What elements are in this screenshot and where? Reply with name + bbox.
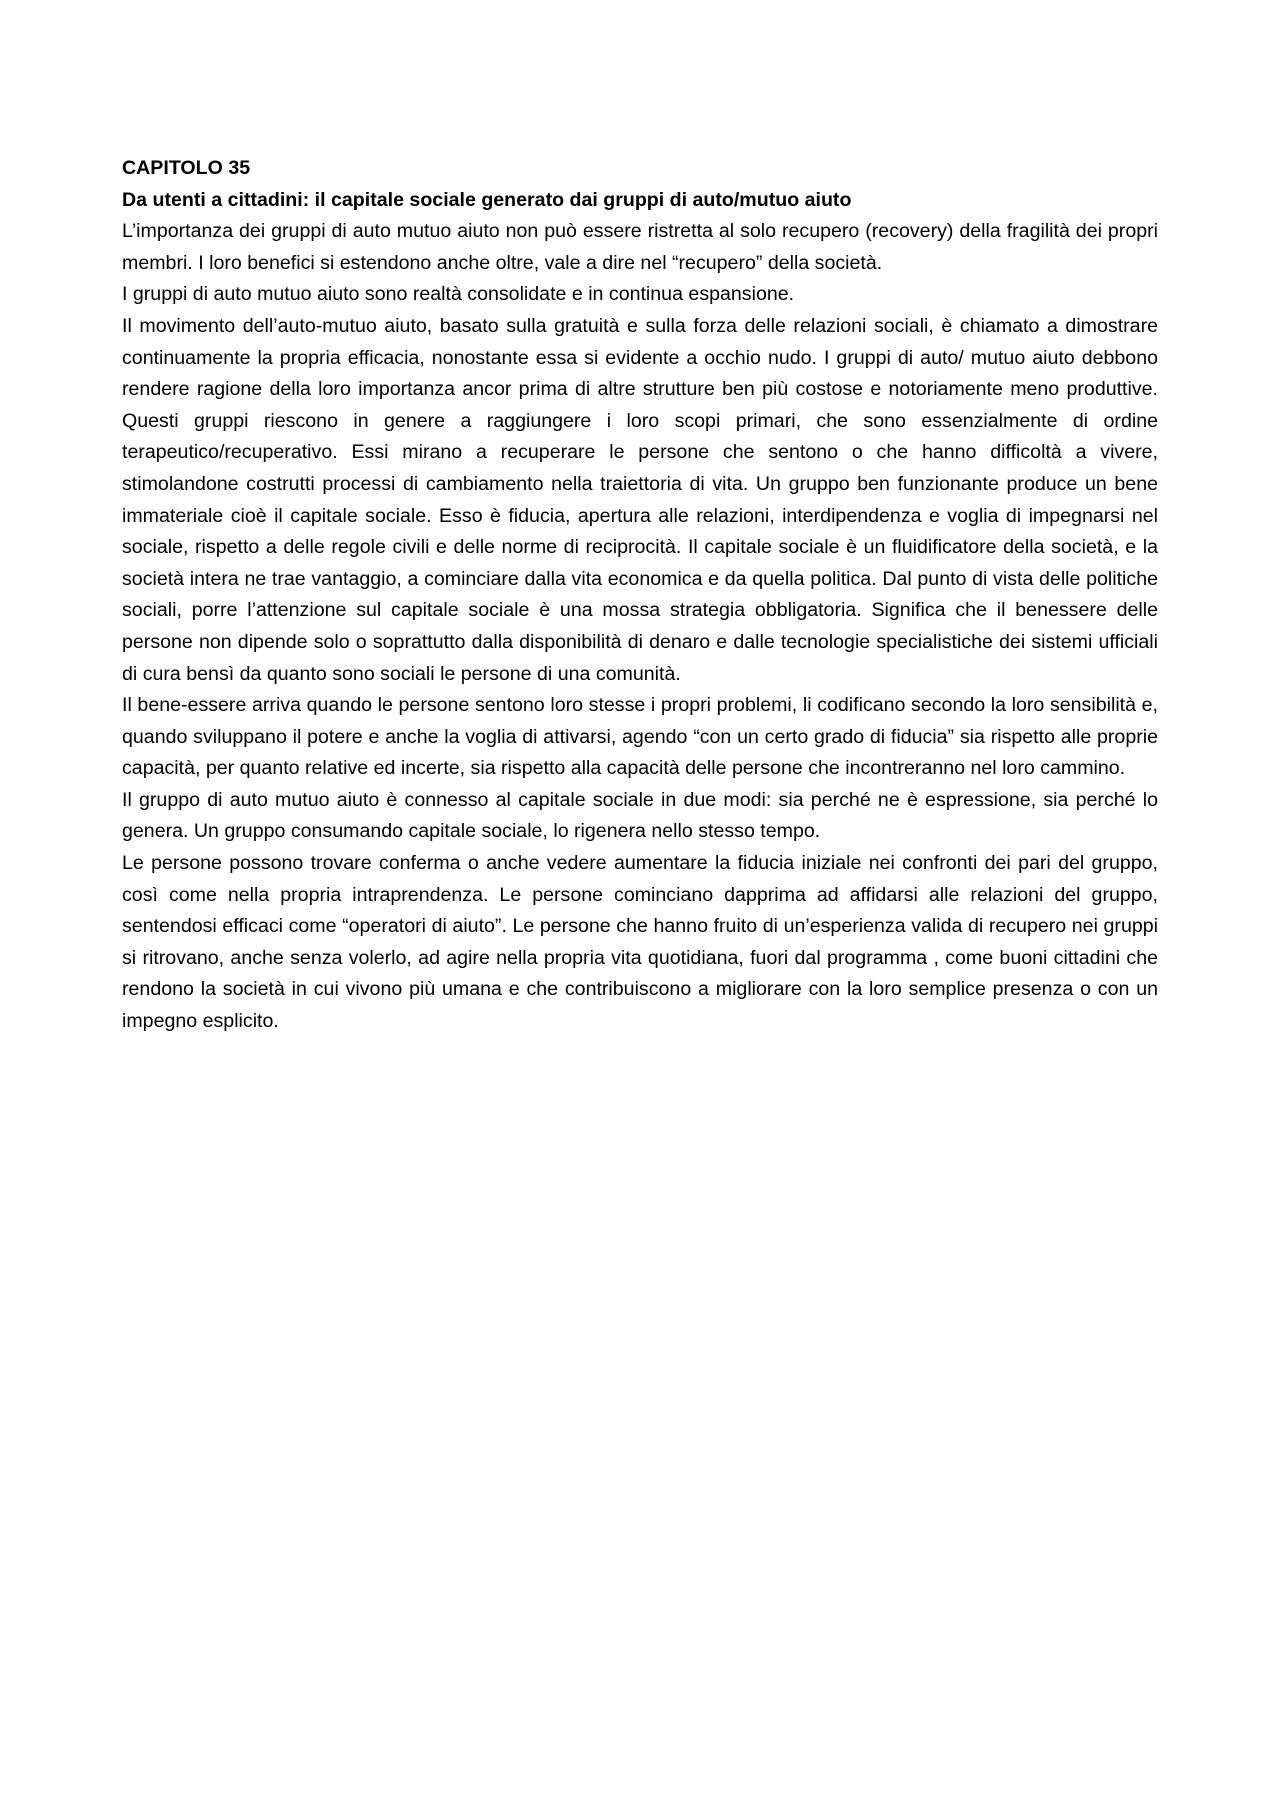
chapter-label: CAPITOLO 35 <box>122 157 251 179</box>
paragraph-2: I gruppi di auto mutuo aiuto sono realtà consolidate e in continua espansione. <box>122 283 795 306</box>
paragraph-5: Il gruppo di auto mutuo aiuto è connesso al capitale sociale in due modi: sia perché ne è espressione, sia perché lo genera. Un gruppo consumando capitale sociale, lo rigenera nello stesso tempo. <box>122 788 1158 843</box>
chapter-title: Da utenti a cittadini: il capitale sociale generato dai gruppi di auto/mutuo aiuto <box>122 188 852 211</box>
paragraph-4: Il bene-essere arriva quando le persone sentono loro stesse i propri problemi, li codificano secondo la loro sensibilità e, quando sviluppano il potere e anche la voglia di attivarsi, agendo “con un certo grado di fiducia” sia rispetto alle proprie capacità, per quanto relative ed incerte, sia rispetto alla capacità delle persone che incontreranno nel loro cammino. <box>122 694 1158 780</box>
paragraph-1: L’importanza dei gruppi di auto mutuo aiuto non può essere ristretta al solo recupero (recovery) della fragilità dei propri membri. I loro benefici si estendono anche oltre, vale a dire nel “recupero” della società. <box>122 220 1158 274</box>
paragraph-6: Le persone possono trovare conferma o anche vedere aumentare la fiducia iniziale nei confronti dei pari del gruppo, così come nella propria intraprendenza. Le persone cominciano dapprima ad affidarsi alle relazioni del gruppo, sentendosi efficaci come “operatori di aiuto”. Le persone che hanno fruito di un’esperienza valida di recupero nei gruppi si ritrovano, anche senza volerlo, ad agire nella propria vita quotidiana, fuori dal programma , come buoni cittadini che rendono la società in cui vivono più umana e che contribuiscono a migliorare con la loro semplice presenza o con un impegno esplicito. <box>122 852 1158 1033</box>
document-page <box>122 153 1158 1038</box>
paragraph-3: Il movimento dell’auto-mutuo aiuto, basato sulla gratuità e sulla forza delle relazioni sociali, è chiamato a dimostrare continuamente la propria efficacia, nonostante essa si evidente a occhio nudo. I gruppi di auto/ mutuo aiuto debbono rendere ragione della loro importanza ancor prima di altre strutture ben più costose e notoriamente meno produttive. Questi gruppi riescono in genere a raggiungere i loro scopi primari, che sono essenzialmente di ordine terapeutico/recuperativo. Essi mirano a recuperare le persone che sentono o che hanno difficoltà a vivere, stimolandone costrutti processi di cambiamento nella traiettoria di vita. Un gruppo ben funzionante produce un bene immateriale cioè il capitale sociale. Esso è fiducia, apertura alle relazioni, interdipendenza e voglia di impegnarsi nel sociale, rispetto a delle regole civili e delle norme di reciprocità. Il capitale sociale è un fluidificatore della società, e la società intera ne trae vantaggio, a cominciare dalla vita economica e da quella politica. Dal punto di vista delle politiche sociali, porre l’attenzione sul capitale sociale è una mossa strategia obbligatoria. Significa che il benessere delle persone non dipende solo o soprattutto dalla disponibilità di denaro e dalle tecnologie specialistiche dei sistemi ufficiali di cura bensì da quanto sono sociali le persone di una comunità. <box>122 314 1158 685</box>
